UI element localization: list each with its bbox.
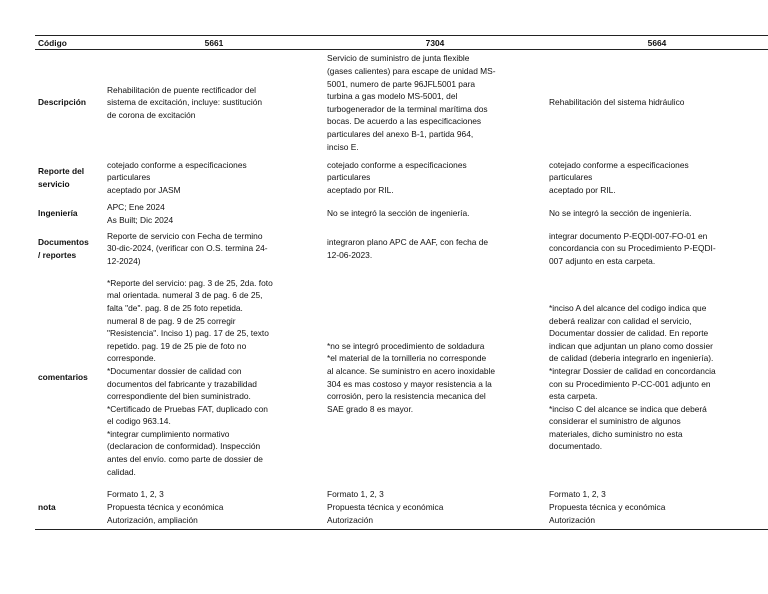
row-label: nota (35, 486, 104, 530)
table-cell: Rehabilitación de puente rectificador del sistema de excitación, incluye: sustitución de corona de excitación (107, 84, 263, 121)
table-cell: Formato 1, 2, 3 Propuesta técnica y económica Autorización (546, 486, 768, 530)
table-cell: cotejado conforme a especificaciones particulares aceptado por RIL. (549, 159, 689, 195)
table-cell: No se integró la sección de ingeniería. (327, 208, 470, 219)
table-cell: Formato 1, 2, 3 Propuesta técnica y económica Autorización (324, 486, 546, 530)
table-cell: Rehabilitación del sistema hidráulico (549, 97, 685, 108)
row-label: comentarios (38, 372, 88, 383)
row-label: Ingeniería (38, 208, 78, 219)
table-cell: Formato 1, 2, 3 Propuesta técnica y económica Autorización, ampliación (104, 486, 324, 530)
row-nota (35, 486, 768, 530)
header-code-5661: 5661 (104, 36, 324, 50)
row-label: Descripción (38, 97, 86, 108)
header-codigo: Código (35, 36, 104, 50)
row-reporte-servicio (35, 156, 768, 200)
row-documentos (35, 228, 768, 270)
table-cell: Servicio de suministro de junta flexible (gases calientes) para escape de unidad MS- 5001, numero de parte 96JFL5001 para turbina a gas modelo MS-5001, del turbogenerador de la terminal marítima dos bocas. De acuerdo a las especificaciones particulares del anexo B-1, partida 964, inciso E. (327, 53, 496, 152)
table-cell: No se integró la sección de ingeniería. (549, 208, 692, 219)
review-table (35, 35, 768, 530)
table-cell: integrar documento P-EQDI-007-FO-01 en concordancia con su Procedimiento P-EQDI- 007 adjunto en esta carpeta. (549, 230, 716, 266)
header-code-7304: 7304 (324, 36, 546, 50)
table-cell: *inciso A del alcance del codigo indica que deberá realizar con calidad el servicio, Documentar dossier de calidad. En reporte indican que adjuntan un plano como dossier de calidad (deberia integrarlo en ingeniería). *integrar Dossier de calidad en concordancia con su Procedimiento P-CC-001 adjunto en esta carpeta. *inciso C del alcance se indica que deberá considerar el suministro de algunos materiales, dicho suministro no esta documentado. (549, 302, 716, 452)
header-row (35, 36, 768, 50)
row-label: Documentos / reportes (38, 236, 89, 260)
table-cell: cotejado conforme a especificaciones particulares aceptado por JASM (107, 159, 247, 195)
table-cell: *no se integró procedimiento de soldadura *el material de la tornilleria no corresponde al alcance. Se suministro en acero inoxidable 304 es mas costoso y mayor resistencia a la corrosión, pero la resistencia mecanica del SAE grado 8 es mayor. (327, 340, 496, 414)
row-descripcion (35, 50, 768, 156)
table-cell: cotejado conforme a especificaciones particulares aceptado por RIL. (327, 159, 467, 195)
table-cell: integraron plano APC de AAF, con fecha de 12-06-2023. (327, 236, 489, 260)
row-comentarios (35, 270, 768, 486)
row-label: Reporte del servicio (38, 165, 85, 189)
table-cell: APC; Ene 2024 As Built; Dic 2024 (107, 201, 174, 225)
table-cell: *Reporte del servicio: pag. 3 de 25, 2da. foto mal orientada. numeral 3 de pag. 6 de 25, falta "de". pag. 8 de 25 foto repetida. numeral 8 de pag. 9 de 25 corregir "Resistencia". Inciso 1) pag. 17 de 25, texto repetido. pag. 19 de 25 pie de foto no corresponde. *Documentar dossier de calidad con documentos del fabricante y trazabilidad correspondiente del bien suministrado. *Certificado de Pruebas FAT, duplicado con el codigo 963.14. *integrar cumplimiento normativo (declaracion de conformidad). Inspección antes del envío. como parte de dossier de calidad. (107, 277, 273, 477)
table-cell: Reporte de servicio con Fecha de termino 30-dic-2024, (verificar con O.S. termina 24- 12-2024) (107, 230, 268, 266)
row-ingenieria (35, 200, 768, 228)
header-code-5664: 5664 (546, 36, 768, 50)
